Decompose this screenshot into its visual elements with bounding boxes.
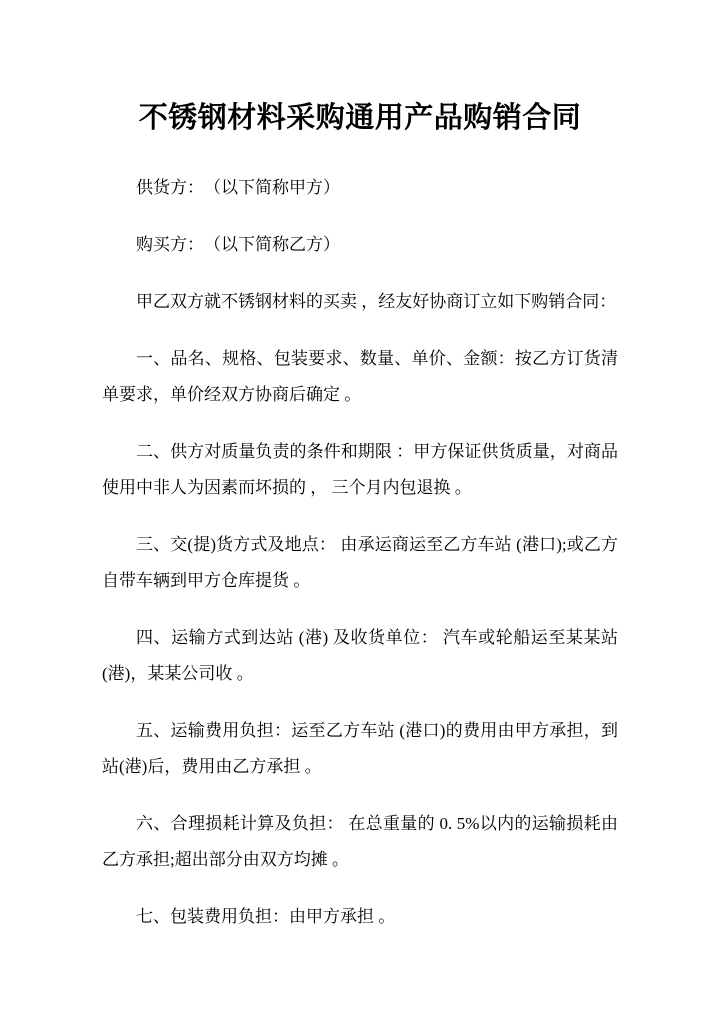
clause-7-paragraph: 七、包装费用负担：由甲方承担 。 xyxy=(136,907,396,926)
party-supplier-line: 供货方： （以下简称甲方） xyxy=(136,178,340,197)
clause-5-paragraph: 五、运输费用负担：运至乙方车站 (港口)的费用由甲方承担，到站(港)后，费用由乙方承担 。 xyxy=(102,721,618,776)
document-title: 不锈钢材料采购通用产品购销合同 xyxy=(138,102,582,134)
clause-3-paragraph: 三、交(提)货方式及地点： 由承运商运至乙方车站 (港口);或乙方自带车辆到甲方仓库提货 。 xyxy=(102,535,618,590)
clause-6-paragraph: 六、合理损耗计算及负担： 在总重量的 0. 5%以内的运输损耗由乙方承担;超出部分由双方均摊 。 xyxy=(102,814,618,869)
clause-2-paragraph: 二、供方对质量负责的条件和期限 ：甲方保证供货质量，对商品使用中非人为因素而坏损的 ， 三个月内包退换 。 xyxy=(102,442,618,497)
clause-4-paragraph: 四、运输方式到达站 (港) 及收货单位： 汽车或轮船运至某某站 (港)，某某公司收 。 xyxy=(102,628,618,683)
preamble-paragraph: 甲乙双方就不锈钢材料的买卖 ，经友好协商订立如下购销合同： xyxy=(136,292,617,311)
party-buyer-line: 购买方： （以下简称乙方） xyxy=(136,235,340,254)
clause-1-paragraph: 一、品名、规格、包装要求、数量、单价、金额：按乙方订货清单要求，单价经双方协商后确定 。 xyxy=(102,349,618,404)
